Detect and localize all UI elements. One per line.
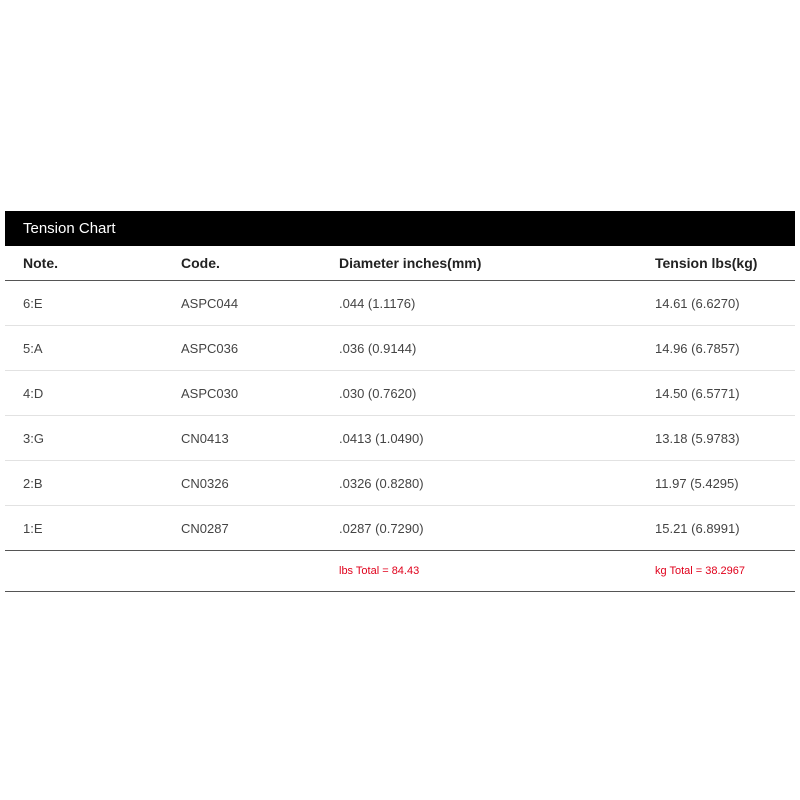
cell-note: 4:D — [5, 371, 163, 416]
cell-code: ASPC036 — [163, 326, 321, 371]
cell-tension: 14.50 (6.5771) — [637, 371, 795, 416]
header-note: Note. — [5, 246, 163, 281]
table-row — [5, 416, 795, 461]
table-row — [5, 326, 795, 371]
chart-title: Tension Chart — [5, 211, 795, 246]
cell-code: CN0326 — [163, 461, 321, 506]
cell-diameter: .036 (0.9144) — [321, 326, 637, 371]
tension-table — [5, 246, 795, 592]
totals-row — [5, 551, 795, 592]
kg-total: kg Total = 38.2967 — [637, 551, 795, 592]
cell-code: CN0413 — [163, 416, 321, 461]
cell-diameter: .0287 (0.7290) — [321, 506, 637, 551]
header-diameter: Diameter inches(mm) — [321, 246, 637, 281]
total-empty-note — [5, 551, 163, 592]
cell-code: ASPC030 — [163, 371, 321, 416]
cell-code: CN0287 — [163, 506, 321, 551]
cell-tension: 14.61 (6.6270) — [637, 281, 795, 326]
cell-diameter: .030 (0.7620) — [321, 371, 637, 416]
tension-chart — [5, 211, 795, 592]
table-row — [5, 371, 795, 416]
cell-note: 3:G — [5, 416, 163, 461]
header-code: Code. — [163, 246, 321, 281]
table-row — [5, 506, 795, 551]
cell-code: ASPC044 — [163, 281, 321, 326]
cell-diameter: .0326 (0.8280) — [321, 461, 637, 506]
total-empty-code — [163, 551, 321, 592]
header-tension: Tension lbs(kg) — [637, 246, 795, 281]
cell-note: 1:E — [5, 506, 163, 551]
cell-note: 2:B — [5, 461, 163, 506]
cell-tension: 13.18 (5.9783) — [637, 416, 795, 461]
cell-note: 5:A — [5, 326, 163, 371]
lbs-total: lbs Total = 84.43 — [321, 551, 637, 592]
cell-diameter: .044 (1.1176) — [321, 281, 637, 326]
cell-tension: 14.96 (6.7857) — [637, 326, 795, 371]
header-row — [5, 246, 795, 281]
cell-tension: 11.97 (5.4295) — [637, 461, 795, 506]
cell-note: 6:E — [5, 281, 163, 326]
table-row — [5, 461, 795, 506]
cell-diameter: .0413 (1.0490) — [321, 416, 637, 461]
table-row — [5, 281, 795, 326]
cell-tension: 15.21 (6.8991) — [637, 506, 795, 551]
